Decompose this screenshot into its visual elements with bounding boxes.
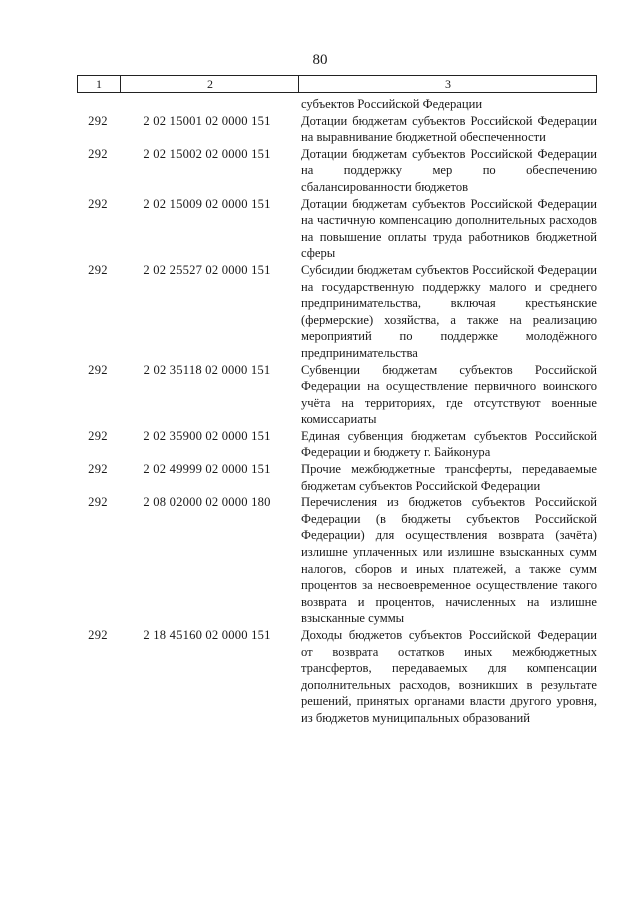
page-number: 80: [312, 52, 328, 68]
revenue-code: 2 02 49999 02 0000 151: [143, 462, 271, 477]
revenue-code: 2 18 45160 02 0000 151: [143, 628, 271, 642]
table-row: [77, 494, 597, 627]
header-col-3: 3: [298, 76, 597, 92]
admin-code: 292: [88, 146, 108, 161]
revenue-code: 2 02 15001 02 0000 151: [143, 113, 271, 128]
table-header: [77, 75, 597, 93]
revenue-code: 2 02 35900 02 0000 151: [143, 428, 271, 443]
admin-code: 292: [88, 628, 108, 642]
admin-code: 292: [88, 462, 108, 477]
revenue-name: Дотации бюджетам субъектов Российской Федерации на частичную компенсацию дополнительных расходов на повышение оплаты труда работников бюджетной сферы: [301, 196, 597, 261]
revenue-name: Прочие межбюджетные трансферты, передаваемые бюджетам субъектов Российской Федерации: [301, 462, 597, 493]
revenue-name: Субвенции бюджетам субъектов Российской Федерации на осуществление первичного воинского учёта на территориях, где отсутствуют военные комиссариаты: [301, 362, 597, 427]
admin-code: 292: [88, 113, 108, 128]
table-row: [77, 113, 597, 146]
table-row: [77, 96, 597, 113]
admin-code: 292: [88, 362, 108, 377]
admin-code: 292: [88, 196, 108, 211]
header-col-2: 2: [120, 76, 299, 92]
revenue-name: Субсидии бюджетам субъектов Российской Федерации на государственную поддержку малого и среднего предпринимательства, включая крестьянские (фермерские) хозяйства, а также на реализацию мероприятий по поддержке молодёжного предпринимательства: [301, 262, 597, 360]
revenue-name: субъектов Российской Федерации: [301, 97, 483, 111]
revenue-name: Дотации бюджетам субъектов Российской Федерации на поддержку мер по обеспечению сбалансированности бюджетов: [301, 146, 597, 194]
admin-code: 292: [88, 428, 108, 443]
revenue-name: Дотации бюджетам субъектов Российской Федерации на выравнивание бюджетной обеспеченности: [301, 113, 597, 145]
table-row: [77, 196, 597, 262]
table-row: [77, 428, 597, 461]
admin-code: 292: [88, 262, 108, 277]
table-row: [77, 461, 597, 494]
revenue-name: Единая субвенция бюджетам субъектов Российской Федерации и бюджету г. Байконура: [301, 428, 597, 460]
revenue-name: Перечисления из бюджетов субъектов Российской Федерации (в бюджеты субъектов Российской Федерации) для осуществления возврата (зачёта) излишне уплаченных или излишне взысканных сумм налогов, сборов и иных платежей, а также сумм процентов за несвоевременное осуществление такого возврата и процентов, начисленных на излишне взысканные суммы: [301, 495, 597, 626]
revenue-code: 2 02 15009 02 0000 151: [143, 196, 271, 211]
revenue-code: 2 08 02000 02 0000 180: [143, 495, 271, 510]
table-row: [77, 146, 597, 196]
header-col-1: 1: [96, 77, 102, 91]
table-body: [77, 96, 597, 727]
table-row: [77, 627, 597, 727]
revenue-name: Доходы бюджетов субъектов Российской Федерации от возврата остатков иных межбюджетных трансфертов, передаваемых для компенсации дополнительных расходов, возникших в результате решений, принятых органами власти другого уровня, из бюджетов муниципальных образований: [301, 628, 597, 725]
revenue-code: 2 02 25527 02 0000 151: [143, 262, 271, 277]
admin-code: 292: [88, 495, 108, 510]
revenue-code: 2 02 35118 02 0000 151: [143, 362, 271, 377]
revenue-code: 2 02 15002 02 0000 151: [143, 146, 271, 161]
table-row: [77, 262, 597, 362]
table-row: [77, 362, 597, 428]
